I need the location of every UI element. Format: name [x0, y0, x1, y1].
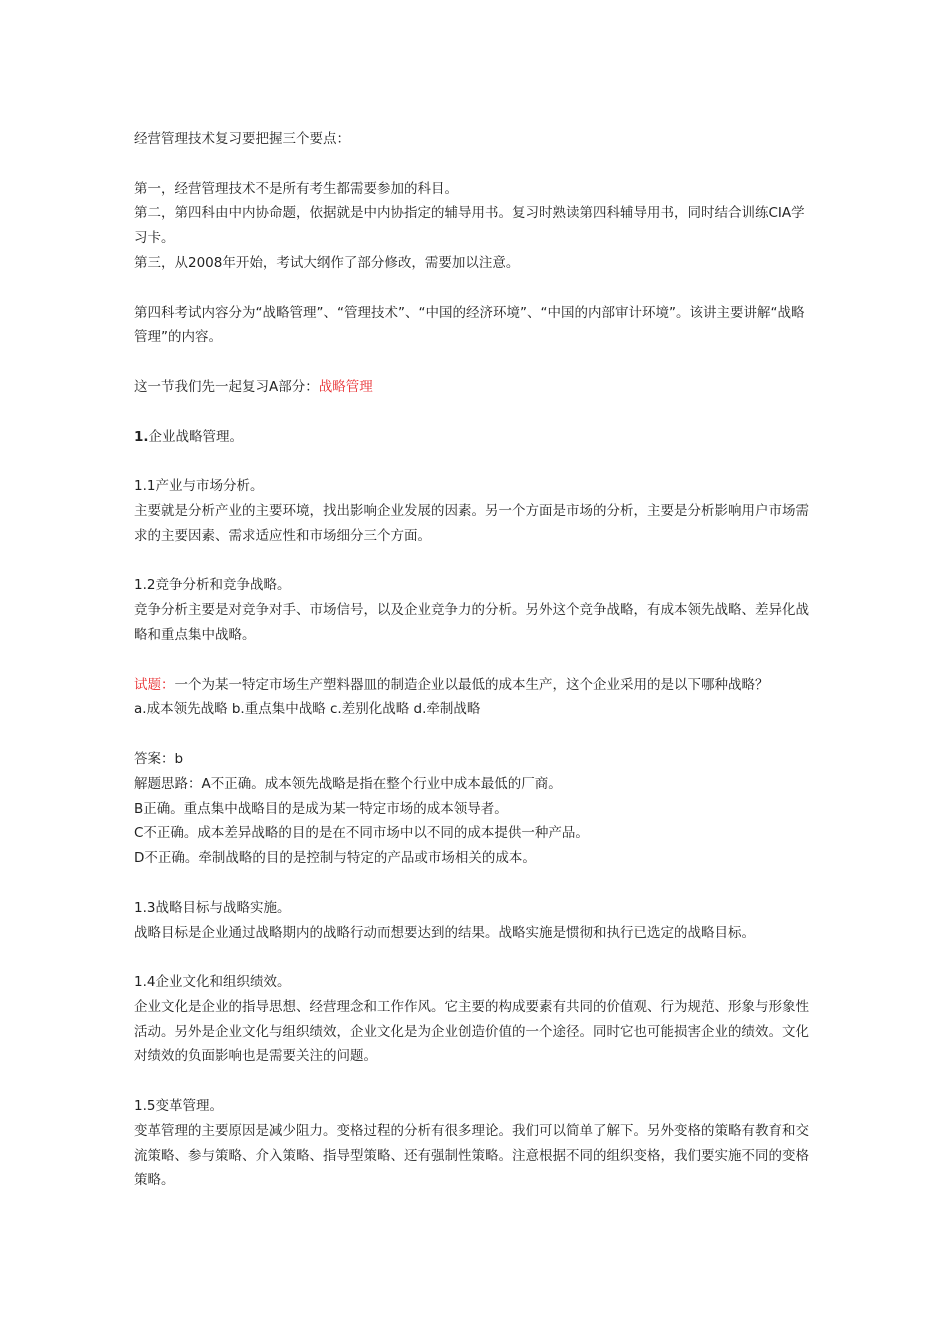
chapter-number: 1.: [134, 428, 149, 445]
quiz-question: [134, 673, 814, 698]
scope-paragraph: 第四科考试内容分为“战略管理”、“管理技术”、“中国的经济环境”、“中国的内部审计环境”。该讲主要讲解“战略管理”的内容。: [134, 304, 805, 346]
intro-point-3: 第三，从2008年开始，考试大纲作了部分修改，需要加以注意。: [134, 254, 520, 271]
answer-reason-c: C不正确。成本差异战略的目的是在不同市场中以不同的成本提供一种产品。: [134, 825, 589, 842]
section-1-4-title: 1.4企业文化和组织绩效。: [134, 974, 291, 991]
section-1-3-title: 1.3战略目标与战略实施。: [134, 899, 291, 916]
section-1-5-body: 变革管理的主要原因是减少阻力。变格过程的分析有很多理论。我们可以简单了解下。另外变格的策略有教育和交流策略、参与策略、介入策略、指导型策略、还有强制性策略。注意根据不同的组织变格，我们要实施不同的变格策略。: [134, 1122, 809, 1189]
answer-line: 答案：b: [134, 750, 184, 767]
intro-title: 经营管理技术复习要把握三个要点：: [134, 131, 350, 147]
document-body: [134, 127, 814, 1193]
chapter-heading: [134, 425, 814, 450]
quiz-options: a.成本领先战略 b.重点集中战略 c.差别化战略 d.牵制战略: [134, 701, 481, 718]
section-1-3-body: 战略目标是企业通过战略期内的战略行动而想要达到的结果。战略实施是惯彻和执行已选定的战略目标。: [134, 924, 755, 941]
intro-point-1: 第一，经营管理技术不是所有考生都需要参加的科目。: [134, 180, 458, 197]
quiz-question-text: 一个为某一特定市场生产塑料器皿的制造企业以最低的成本生产，这个企业采用的是以下哪种战略？: [174, 676, 769, 693]
answer-reason-a: 解题思路：A不正确。成本领先战略是指在整个行业中成本最低的厂商。: [134, 775, 562, 792]
section-1-2-body: 竞争分析主要是对竞争对手、市场信号，以及企业竞争力的分析。另外这个竞争战略，有成本领先战略、差异化战略和重点集中战略。: [134, 602, 809, 643]
section-1-1-body: 主要就是分析产业的主要环境，找出影响企业发展的因素。另一个方面是市场的分析，主要是分析影响用户市场需求的主要因素、需求适应性和市场细分三个方面。: [134, 502, 809, 544]
intro-point-2: 第二，第四科由中内协命题，依据就是中内协指定的辅导用书。复习时熟读第四科辅导用书，同时结合训练CIA学习卡。: [134, 205, 805, 247]
quiz-label: 试题：: [134, 676, 175, 693]
section-intro-highlight: 战略管理: [318, 378, 373, 395]
section-1-4-body: 企业文化是企业的指导思想、经营理念和工作作风。它主要的构成要素有共同的价值观、行为规范、形象与形象性活动。另外是企业文化与组织绩效，企业文化是为企业创造价值的一个途径。同时它也可能损害企业的绩效。文化对绩效的负面影响也是需要关注的问题。: [134, 998, 809, 1065]
answer-reason-d: D不正确。牵制战略的目的是控制与特定的产品或市场相关的成本。: [134, 850, 536, 867]
section-intro-prefix: 这一节我们先一起复习A部分：: [134, 378, 319, 395]
section-1-5-title: 1.5变革管理。: [134, 1098, 223, 1115]
answer-reason-b: B正确。重点集中战略目的是成为某一特定市场的成本领导者。: [134, 800, 508, 817]
section-1-1-title: 1.1产业与市场分析。: [134, 478, 264, 495]
chapter-title: 企业战略管理。: [148, 428, 244, 445]
section-intro: [134, 375, 814, 400]
section-1-2-title: 1.2竞争分析和竞争战略。: [134, 577, 291, 594]
